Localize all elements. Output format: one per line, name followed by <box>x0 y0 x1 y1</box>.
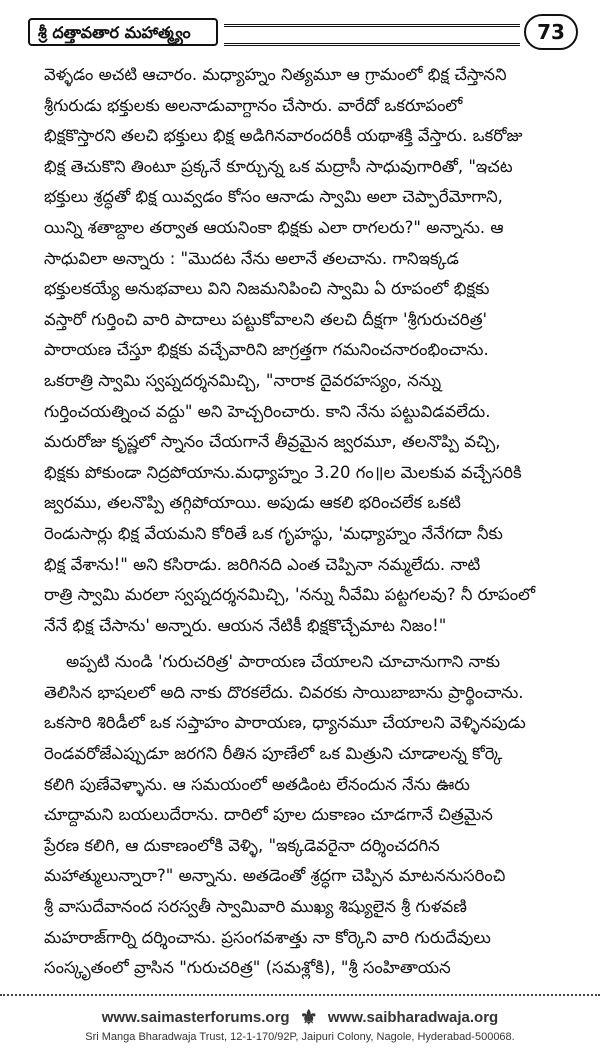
text-line: భక్తులు శ్రద్ధతో భిక్ష యివ్వడం కోసం ఆనాడు స్వామి అలా చెప్పారేమోగాని, <box>44 187 503 207</box>
text-line: రెండవరోజేఎప్పుడూ జరగని రీతిన పూణేలో ఒక మిత్రుని చూడాలన్న కోర్కె <box>44 744 503 764</box>
text-line: భిక్షకు పోకుండా నిద్రపోయాను.మధ్యాహ్నం 3.20 గం॥ల మెలకువ వచ్చేసరికి <box>44 462 522 482</box>
text-line: చూద్దామని బయలుదేరాను. దారిలో పూల దుకాణం చూడగానే చిత్రమైన <box>44 805 493 825</box>
trust-address: Sri Manga Bharadwaja Trust, 12-1-170/92P, Jaipuri Colony, Nagole, Hyderabad-500068. <box>85 1031 515 1044</box>
footer-site-right[interactable]: www.saibharadwaja.org <box>327 1009 499 1027</box>
text-line: యిన్ని శతాబ్దాల తర్వాత ఆయనింకా భిక్షకు ఎలా రాగలరు?" అన్నాను. ఆ <box>44 217 504 237</box>
page-body <box>44 60 574 984</box>
page-number: 73 <box>524 14 578 50</box>
text-line: కలిగి పుణేవెళ్ళాను. ఆ సమయంలో అతడింట లేనందున నేను ఊరు <box>44 774 470 794</box>
text-line: శ్రీ వాసుదేవానంద సరస్వతీ స్వామివారి ముఖ్య శిష్యులైన శ్రీ గుళవణి <box>44 897 467 917</box>
text-line: తెలిసిన భాషలలో అది నాకు దొరకలేదు. చివరకు సాయిబాబాను ప్రార్థించాను. <box>44 682 524 702</box>
text-line: ప్రేరణ కలిగి, ఆ దుకాణంలోకి వెళ్ళి, "ఇక్కడెవరైనా దర్శించదగిన <box>44 835 440 855</box>
paragraph-1 <box>44 60 574 641</box>
text-line: ఒకసారి శిరిడీలో ఒక సప్తాహం పారాయణ, ధ్యానమూ చేయాలని వెళ్ళినపుడు <box>44 713 526 733</box>
footer-site-left[interactable]: www.saimasterforums.org <box>101 1009 290 1027</box>
fleur-de-lis-icon: ⚜ <box>299 1007 318 1030</box>
footer-sites <box>0 1008 600 1028</box>
text-line: వెళ్ళడం అచటి ఆచారం. మధ్యాహ్నం నిత్యమూ ఆ గ్రామంలో భిక్ష చేస్తానని <box>44 65 507 84</box>
footer-divider <box>0 994 600 1000</box>
text-line: పారాయణ చేస్తూ భిక్షకు వచ్చేవారిని జాగ్రత్తగా గమనించనారంభించాను. <box>44 340 489 360</box>
text-line: ఒకరాత్రి స్వామి స్వప్నదర్శనమిచ్చి, "నారాక దైవరహస్యం, నన్ను <box>44 370 442 390</box>
text-line: సాధువిలా అన్నారు : "మొదట నేను అలానే తలచాను. గానిఇక్కడ <box>44 248 459 268</box>
text-line: జ్వరము, తలనొప్పి తగ్గిపోయాయి. అపుడు ఆకలి భరించలేక ఒకటి <box>44 493 461 513</box>
text-line: మరురోజు కృష్ణలో స్నానం చేయగానే తీవ్రమైన జ్వరమూ, తలనొప్పి వచ్చి, <box>44 432 501 452</box>
text-line: రాత్రి స్వామి మరలా స్వప్నదర్శనమిచ్చి, 'నన్ను నీవేమి పట్టగలవు? నీ రూపంలో <box>44 585 536 605</box>
page-footer <box>0 1008 600 1052</box>
text-line: అప్పటి నుండి 'గురుచరిత్ర' పారాయణ చేయాలని చూచానుగాని నాకు <box>66 652 501 672</box>
text-line: సంస్కృతంలో వ్రాసిన "గురుచరిత్ర" (సమశ్లోకి), "శ్రీ సంహితాయన <box>44 958 451 978</box>
text-line: శ్రీగురుడు భక్తులకు అలనాడువాగ్దానం చేసారు. వారేదో ఒకరూపంలో <box>44 95 463 115</box>
text-line: రెండుసార్లు భిక్ష వేయమని కోరితే ఒక గృహస్థు, 'మధ్యాహ్నం నేనేగదా నీకు <box>44 523 503 543</box>
page-header <box>28 14 578 54</box>
text-line: గుర్తించయత్నించ వద్దు" అని హెచ్చరించారు. కాని నేను పట్టువిడవలేదు. <box>44 401 491 421</box>
text-line: నేనే భిక్ష చేసాను' అన్నారు. ఆయన నేటికీ భిక్షకొచ్చేమాట నిజం!" <box>44 615 447 635</box>
book-title: శ్రీ దత్తావతార మహాత్మ్యం <box>28 18 218 46</box>
text-line: భిక్ష తెచుకొని తింటూ ప్రక్కనే కూర్చున్న ఒక మద్రాసీ సాధువుగారితో, "ఇచట <box>44 156 513 176</box>
text-line: మహాత్ములున్నారా?" అన్నాను. అతడెంతో శ్రద్ధగా చెప్పిన మాటననుసరించి <box>44 866 506 886</box>
text-line: భిక్ష వేశాను!" అని కసిరాడు. జరిగినది ఎంత చెప్పినా నమ్మలేదు. నాటి <box>44 554 481 574</box>
text-line: భిక్షకొస్తారని తలచి భక్తులు భిక్ష అడిగినవారందరికీ యథాశక్తి వేస్తారు. ఒకరోజు <box>44 126 523 146</box>
text-line: మహరాజ్‌గార్ని దర్శించాను. ప్రసంగవశాత్తు నా కోర్కెని వారి గురుదేవులు <box>44 927 491 947</box>
text-line: వస్తారో గుర్తించి వారి పాదాలు పట్టుకోవాలని తలచి దీక్షగా 'శ్రీగురుచరిత్ర' <box>44 309 488 329</box>
text-line: భక్తులకయ్యే అనుభవాలు విని నిజమనిపించి స్వామి ఏ రూపంలో భిక్షకు <box>44 279 490 299</box>
header-decorative-rules <box>224 24 520 46</box>
paragraph-2 <box>44 647 574 984</box>
